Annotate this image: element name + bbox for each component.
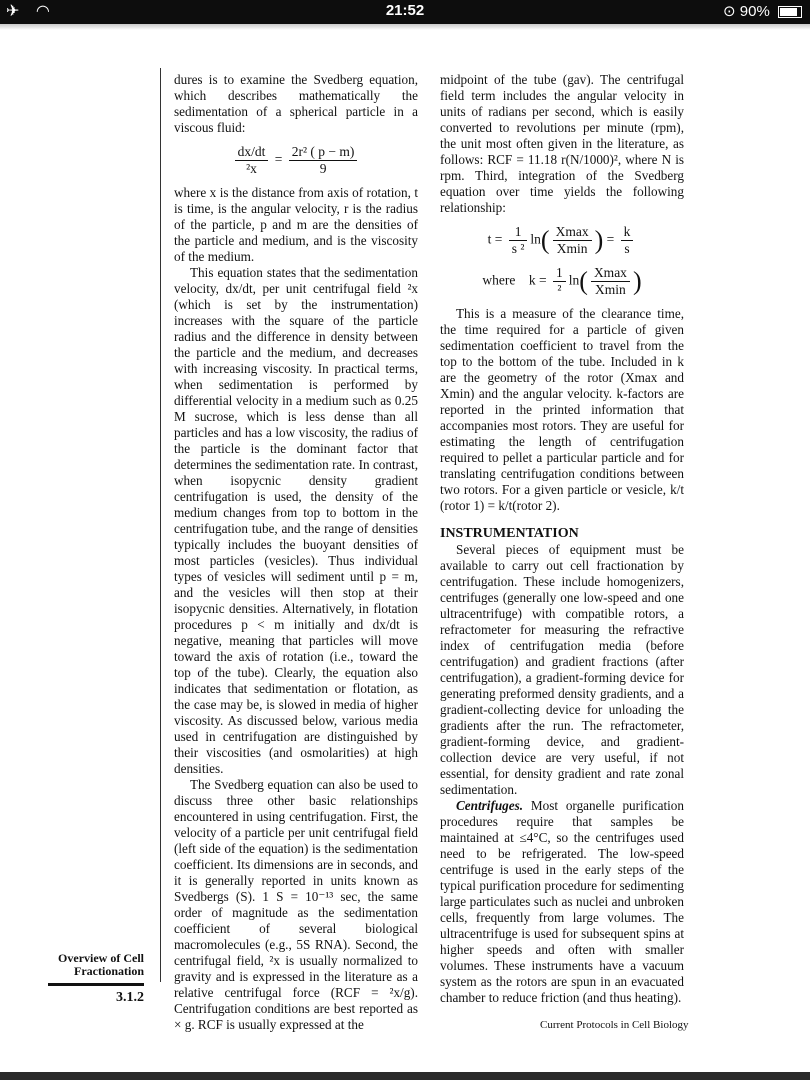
page-shadow [0, 24, 810, 30]
paragraph [440, 798, 684, 1006]
airplane-wifi-icons: ✈ ◠ [6, 3, 56, 20]
eq-rhs-num: 2r² ( p − m) [289, 144, 358, 161]
clearance-equation: t = $\frac{1}{\text{s ²}}$ ln( $\frac{Xmax}{Xmin}$ ) = $\frac{k}{s}$ [440, 224, 684, 257]
paragraph: Several pieces of equipment must be available to carry out cell fractionation by centrifugation. These include homogenizers, centrifuges (generally one low-speed and one ultracentrifuge) with compatible rotors, a refractometer for measuring the refractive index of centrifugation media (before centrifugation) and gradient fractions (after centrifugation), a gradient-forming device for generating preformed density gradients, and a gradient-collecting device for unloading the gradients after the run. The refractometer, gradient-forming device, and gradient-collection device are very useful, if not essential, for density gradient and rate zonal sedimentation. [440, 542, 684, 797]
eq-a: 1 [509, 224, 528, 241]
eq-k-lhs: k = [528, 272, 547, 288]
paragraph: This equation states that the sedimentation velocity, dx/dt, per unit centrifugal field ²x (which is set by the instrumentation) increases with the square of the particle radius and the difference in density between the particle and the medium, and decreases with increasing viscosity. In practical terms, when sedimentation is performed by differential velocity in a medium such as 0.25 M sucrose, which is less dense than all particles and has a low viscosity, the radius of the particle is the dominant factor that determines the sedimentation rate. In contrast, when isopycnic density gradient centrifugation is used, the density of the medium changes from top to bottom in the centrifugation tube, and the range of densities typically includes the buoyant densities of most particles (vesicles). Thus individual types of vesicles will sediment until p = m, and the vesicles will then stop at their isopycnic densities. Alternatively, in flotation procedures p < m initially and dx/dt is negative, meaning that particles will move toward the axis of rotation (i.e., toward the top of the tube). Clearly, the equation also indicates that sedimentation or flotation, as the case may be, is slowed in media of higher viscosity. As discussed below, various media used in centrifugation are distinguished by their viscosities (and osmolarities) at high densities. [174, 265, 418, 776]
left-column [174, 72, 418, 1033]
section-heading: INSTRUMENTATION [440, 526, 579, 541]
lock-rotation-icon: ⊙ [723, 3, 736, 20]
unit-title-line: Overview of Cell [58, 951, 144, 965]
running-footer: Current Protocols in Cell Biology [540, 1019, 689, 1031]
eq-xmin: Xmin [595, 282, 626, 297]
k-factor-equation: where k = $\frac{1}{\text{²}}$ ln( $\frac{Xmax}{Xmin}$ ) [482, 265, 642, 297]
paragraph: This is a measure of the clearance time, the time required for a particle of given sedimentation coefficient to travel from the top to the bottom of the tube. Included in k are the geometry of the rotor (Xmax and Xmin) and the angular velocity. k-factors are reported in the printed information that accompanies most rotors. They are useful for estimating the length of centrifugation required to pellet a particular particle and for translating centrifugation conditions between two rotors. For a given particle or vesicle, k/t (rotor 1) = k/t(rotor 2). [440, 306, 684, 513]
unit-title [50, 952, 144, 978]
eq-num: dx/dt [235, 144, 269, 161]
eq-b: s ² [511, 241, 525, 256]
battery-icon [778, 6, 802, 18]
eq-b: ² [557, 282, 562, 297]
unit-number: 3.1.2 [116, 990, 144, 1005]
eq-xmax: Xmax [591, 265, 630, 282]
eq-xmax: Xmax [553, 224, 592, 241]
margin-rule [160, 68, 161, 982]
paragraph: The Svedberg equation can also be used to discuss three other basic relationships encountered in using centrifugation. First, the velocity of a particle per unit centrifugal field (left side of the equation) is the sedimentation coefficient. Its dimensions are in seconds, and it is generally reported in units known as Svedbergs (S). 1 S = 10⁻¹³ sec, the same order of magnitude as the sedimentation coefficient of several biological macromolecules (e.g., 5S RNA). Second, the centrifugal field, ²x is usually normalized to gravity and is expressed in the literature as a relative centrifugal force (RCF = ²x/g). Centrifugation conditions are best reported as × g. RCF is usually expressed at the [174, 777, 418, 1032]
right-column [440, 72, 684, 1006]
eq-where: where [482, 272, 516, 288]
eq-lhs: t = [487, 231, 503, 247]
paragraph: where x is the distance from axis of rotation, t is time, is the angular velocity, r is the radius of the particle, p and m are the densities of the particle and medium, and is the viscosity of the medium. [174, 185, 418, 264]
status-bar [0, 0, 810, 24]
svedberg-equation: $\frac{dx/dt}{\text{²x}}$ = $\frac{\text{2r² ( p − m)}}{9}$ [174, 144, 418, 177]
unit-title-line: Fractionation [74, 964, 144, 978]
unit-rule [48, 983, 144, 986]
eq-xmin: Xmin [556, 241, 588, 256]
bottom-bar [0, 1072, 810, 1080]
paragraph: dures is to examine the Svedberg equation, which describes mathematically the sedimentation of a spherical particle in a viscous fluid: [174, 72, 418, 135]
run-in-heading: Centrifuges. [456, 798, 524, 813]
eq-den: ²x [246, 161, 257, 176]
paragraph: midpoint of the tube (gav). The centrifugal field term includes the angular velocity in units of radians per second, which is easily converted to revolutions per minute (rpm), the unit most often given in the literature, as follows: RCF = 11.18 r(N/1000)², where N is rpm. Third, integration of the Svedberg equation over time yields the following relationship: [440, 72, 684, 215]
eq-s: s [624, 241, 630, 256]
eq-k: k [621, 224, 634, 241]
status-right [723, 2, 802, 20]
eq-a: 1 [553, 265, 566, 282]
status-time: 21:52 [385, 2, 425, 19]
paragraph-text: Most organelle purification procedures require that samples be maintained at ≤4°C, so the centrifuges used need to be refrigerated. The low-speed centrifuge is used in the early steps of the typical purification procedure for sedimenting large particulates such as nuclei and unbroken cells, frequently from large volumes. The ultracentrifuge is used for subsequent spins at higher speeds and often with smaller volumes. These instruments have a vacuum system as the rotors are spun in an evacuated chamber to reduce friction (and thus heating). [440, 798, 684, 1005]
eq-ln: ln [530, 231, 541, 247]
eq-rhs-den: 9 [319, 161, 327, 176]
battery-percent: 90% [739, 3, 770, 20]
eq-ln: ln [568, 272, 580, 288]
